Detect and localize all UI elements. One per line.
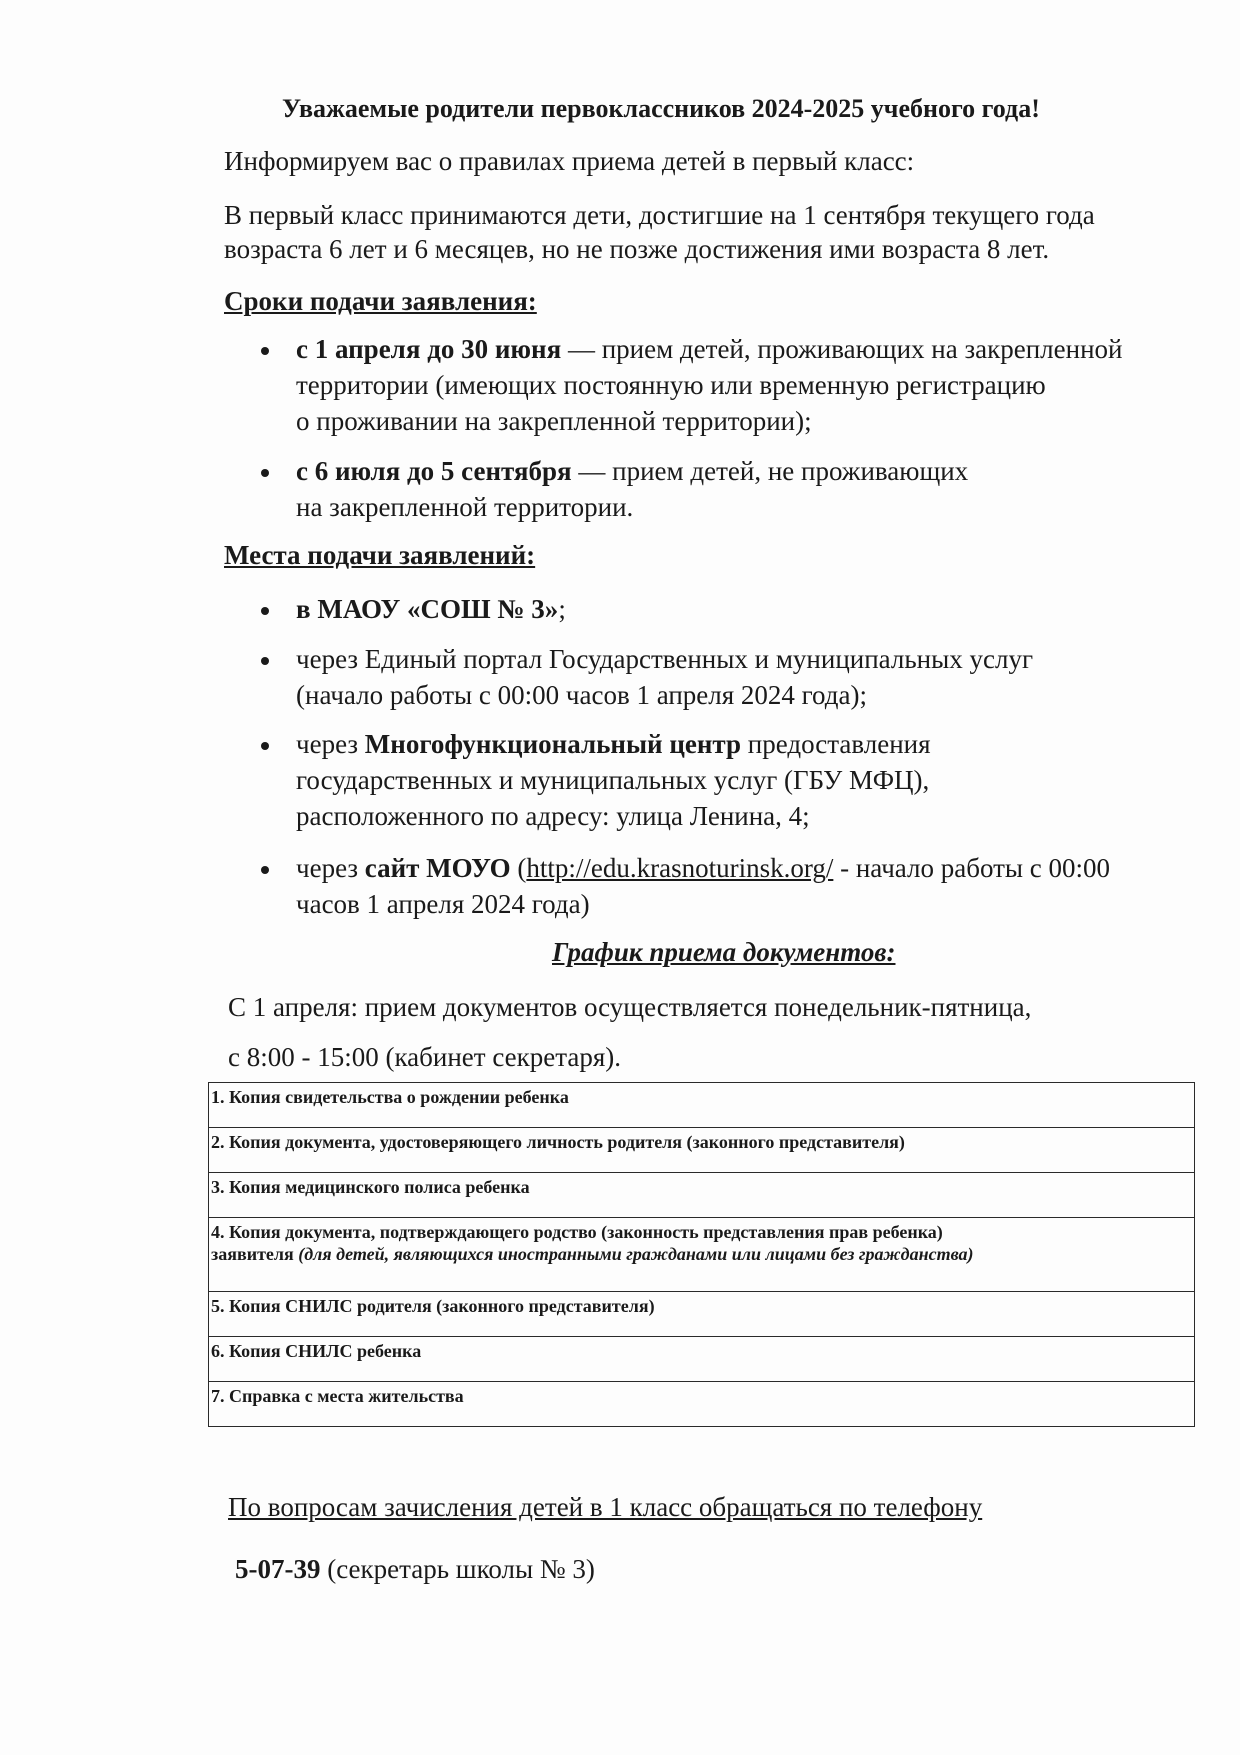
document-item-6: 6. Копия СНИЛС ребенка <box>209 1337 1195 1382</box>
bullet-icon <box>261 469 269 477</box>
deadline-item-2-line-2: на закрепленной территории. <box>296 492 634 522</box>
age-rule-line-2: возраста 6 лет и 6 месяцев, но не позже достижения ими возраста 8 лет. <box>224 234 1050 264</box>
place-item-school-name: в МАОУ «СОШ № 3» <box>296 594 559 624</box>
schedule-line-1: С 1 апреля: прием документов осуществляется понедельник-пятница, <box>228 992 1032 1022</box>
deadline-item-2-text: — прием детей, не проживающих <box>571 456 969 486</box>
document-item-3: 3. Копия медицинского полиса ребенка <box>209 1173 1195 1218</box>
place-item-website-prefix: через <box>296 853 365 883</box>
document-item-2: 2. Копия документа, удостоверяющего личность родителя (законного представителя) <box>209 1128 1195 1173</box>
place-item-mfc-text: предоставления <box>741 729 931 759</box>
place-item-website-open: ( <box>510 853 527 883</box>
deadline-item-2 <box>296 452 968 490</box>
document-item-4-note: (для детей, являющихся иностранными гражданами или лицами без гражданства) <box>298 1244 974 1264</box>
place-item-mfc-line-3: расположенного по адресу: улица Ленина, 4; <box>296 801 810 831</box>
intro-text: Информируем вас о правилах приема детей в первый класс: <box>224 146 915 176</box>
bullet-icon <box>261 866 269 874</box>
place-item-website-text: - начало работы с 00:00 <box>833 853 1111 883</box>
document-item-4-line-2 <box>211 1243 1192 1265</box>
deadlines-heading: Сроки подачи заявления: <box>224 286 537 316</box>
website-link[interactable]: http://edu.krasnoturinsk.org/ <box>526 853 834 883</box>
deadline-item-1-line-3: о проживании на закрепленной территории); <box>296 406 812 436</box>
table-row <box>209 1218 1195 1292</box>
place-item-website-line-1 <box>296 849 1110 887</box>
table-row <box>209 1382 1195 1427</box>
contact-text: По вопросам зачисления детей в 1 класс обращаться по телефону <box>228 1492 983 1522</box>
document-item-5: 5. Копия СНИЛС родителя (законного представителя) <box>209 1292 1195 1337</box>
place-item-portal-line-1: через Единый портал Государственных и муниципальных услуг <box>296 644 1034 674</box>
page-title: Уважаемые родители первоклассников 2024-2025 учебного года! <box>282 94 1040 123</box>
place-item-mfc-prefix: через <box>296 729 365 759</box>
schedule-line-2: с 8:00 - 15:00 (кабинет секретаря). <box>228 1042 622 1072</box>
document-item-4-cell <box>209 1218 1195 1292</box>
document-item-4: 4. Копия документа, подтверждающего родство (законность представления прав ребенка) <box>211 1222 943 1242</box>
bullet-icon <box>261 607 269 615</box>
place-item-school <box>296 590 566 628</box>
table-row <box>209 1173 1195 1218</box>
table-row <box>209 1128 1195 1173</box>
place-item-website-name: сайт МОУО <box>364 853 511 883</box>
bullet-icon <box>261 347 269 355</box>
deadline-item-1 <box>296 330 1122 368</box>
phone-note: (секретарь школы № 3) <box>320 1554 595 1584</box>
place-item-school-punct: ; <box>558 594 566 624</box>
deadline-item-1-line-2: территории (имеющих постоянную или временную регистрацию <box>296 370 1046 400</box>
place-item-mfc-line-2: государственных и муниципальных услуг (ГБУ МФЦ), <box>296 765 930 795</box>
phone-line <box>235 1554 595 1585</box>
table-row <box>209 1337 1195 1382</box>
documents-table <box>208 1082 1195 1427</box>
document-item-7: 7. Справка с места жительства <box>209 1382 1195 1427</box>
place-item-portal-line-2: (начало работы с 00:00 часов 1 апреля 2024 года); <box>296 680 867 710</box>
place-item-mfc-line-1 <box>296 725 931 763</box>
places-heading: Места подачи заявлений: <box>224 540 536 570</box>
phone-number: 5-07-39 <box>235 1554 321 1584</box>
bullet-icon <box>261 742 269 750</box>
deadline-item-1-dates: с 1 апреля до 30 июня <box>296 334 562 364</box>
place-item-website-line-2: часов 1 апреля 2024 года) <box>296 889 590 919</box>
schedule-heading: График приема документов: <box>552 937 896 967</box>
deadline-item-1-text: — прием детей, проживающих на закрепленной <box>561 334 1123 364</box>
place-item-mfc-name: Многофункциональный центр <box>364 729 742 759</box>
deadline-item-2-dates: с 6 июля до 5 сентября <box>296 456 572 486</box>
table-row <box>209 1292 1195 1337</box>
age-rule-line-1: В первый класс принимаются дети, достигшие на 1 сентября текущего года <box>224 200 1095 230</box>
document-item-1: 1. Копия свидетельства о рождении ребенка <box>209 1083 1195 1128</box>
document-item-4-applicant: заявителя <box>211 1244 299 1264</box>
table-row <box>209 1083 1195 1128</box>
bullet-icon <box>261 657 269 665</box>
